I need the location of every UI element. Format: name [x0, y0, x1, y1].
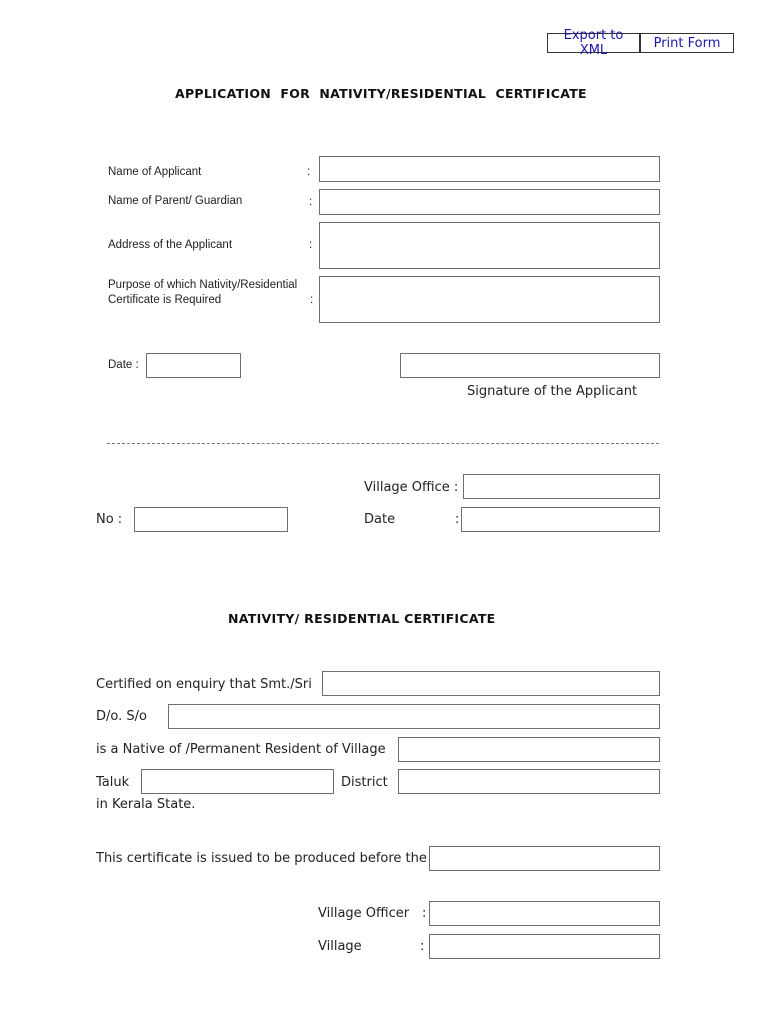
application-date-label: Date :: [108, 359, 139, 371]
purpose-colon: :: [310, 294, 314, 306]
certified-label: Certified on enquiry that Smt./Sri: [96, 677, 312, 692]
state-label: in Kerala State.: [96, 797, 196, 812]
office-no-label: No :: [96, 512, 123, 527]
application-date-input[interactable]: [146, 353, 241, 378]
office-date-input[interactable]: [461, 507, 660, 532]
address-colon: :: [309, 239, 313, 251]
native-village-label: is a Native of /Permanent Resident of Village: [96, 742, 386, 757]
office-date-colon: :: [455, 512, 460, 527]
office-no-input[interactable]: [134, 507, 288, 532]
village-officer-input[interactable]: [429, 901, 660, 926]
applicant-name-colon: :: [307, 166, 311, 178]
signature-input[interactable]: [400, 353, 660, 378]
village-office-label: Village Office :: [364, 480, 459, 495]
native-village-input[interactable]: [398, 737, 660, 762]
district-label: District: [341, 775, 388, 790]
certified-name-input[interactable]: [322, 671, 660, 696]
purpose-label-line1: Purpose of which Nativity/Residential: [108, 279, 298, 291]
parent-guardian-label: Name of Parent/ Guardian: [108, 195, 243, 207]
applicant-name-input[interactable]: [319, 156, 660, 182]
taluk-input[interactable]: [141, 769, 334, 794]
section-divider: [107, 443, 659, 444]
village-input[interactable]: [429, 934, 660, 959]
application-title: APPLICATION FOR NATIVITY/RESIDENTIAL CERTIFICATE: [175, 86, 587, 101]
village-officer-colon: :: [422, 906, 427, 921]
district-input[interactable]: [398, 769, 660, 794]
parent-guardian-colon: :: [309, 196, 313, 208]
purpose-label-line2: Certificate is Required: [108, 294, 222, 306]
applicant-name-label: Name of Applicant: [108, 166, 202, 178]
export-to-xml-button[interactable]: Export to XML: [547, 33, 640, 53]
purpose-input[interactable]: [319, 276, 660, 323]
do-so-label: D/o. S/o: [96, 709, 147, 724]
village-officer-label: Village Officer: [318, 906, 410, 921]
village-label: Village: [318, 939, 362, 954]
address-label: Address of the Applicant: [108, 239, 233, 251]
address-input[interactable]: [319, 222, 660, 269]
produced-before-label: This certificate is issued to be produced before the: [96, 851, 427, 866]
village-office-input[interactable]: [463, 474, 660, 499]
certificate-title: NATIVITY/ RESIDENTIAL CERTIFICATE: [228, 611, 496, 626]
office-date-label: Date: [364, 512, 396, 527]
parent-guardian-input[interactable]: [319, 189, 660, 215]
print-form-button[interactable]: Print Form: [640, 33, 734, 53]
taluk-label: Taluk: [96, 775, 130, 790]
signature-label: Signature of the Applicant: [467, 384, 638, 399]
produced-before-input[interactable]: [429, 846, 660, 871]
do-so-input[interactable]: [168, 704, 660, 729]
village-colon: :: [420, 939, 425, 954]
